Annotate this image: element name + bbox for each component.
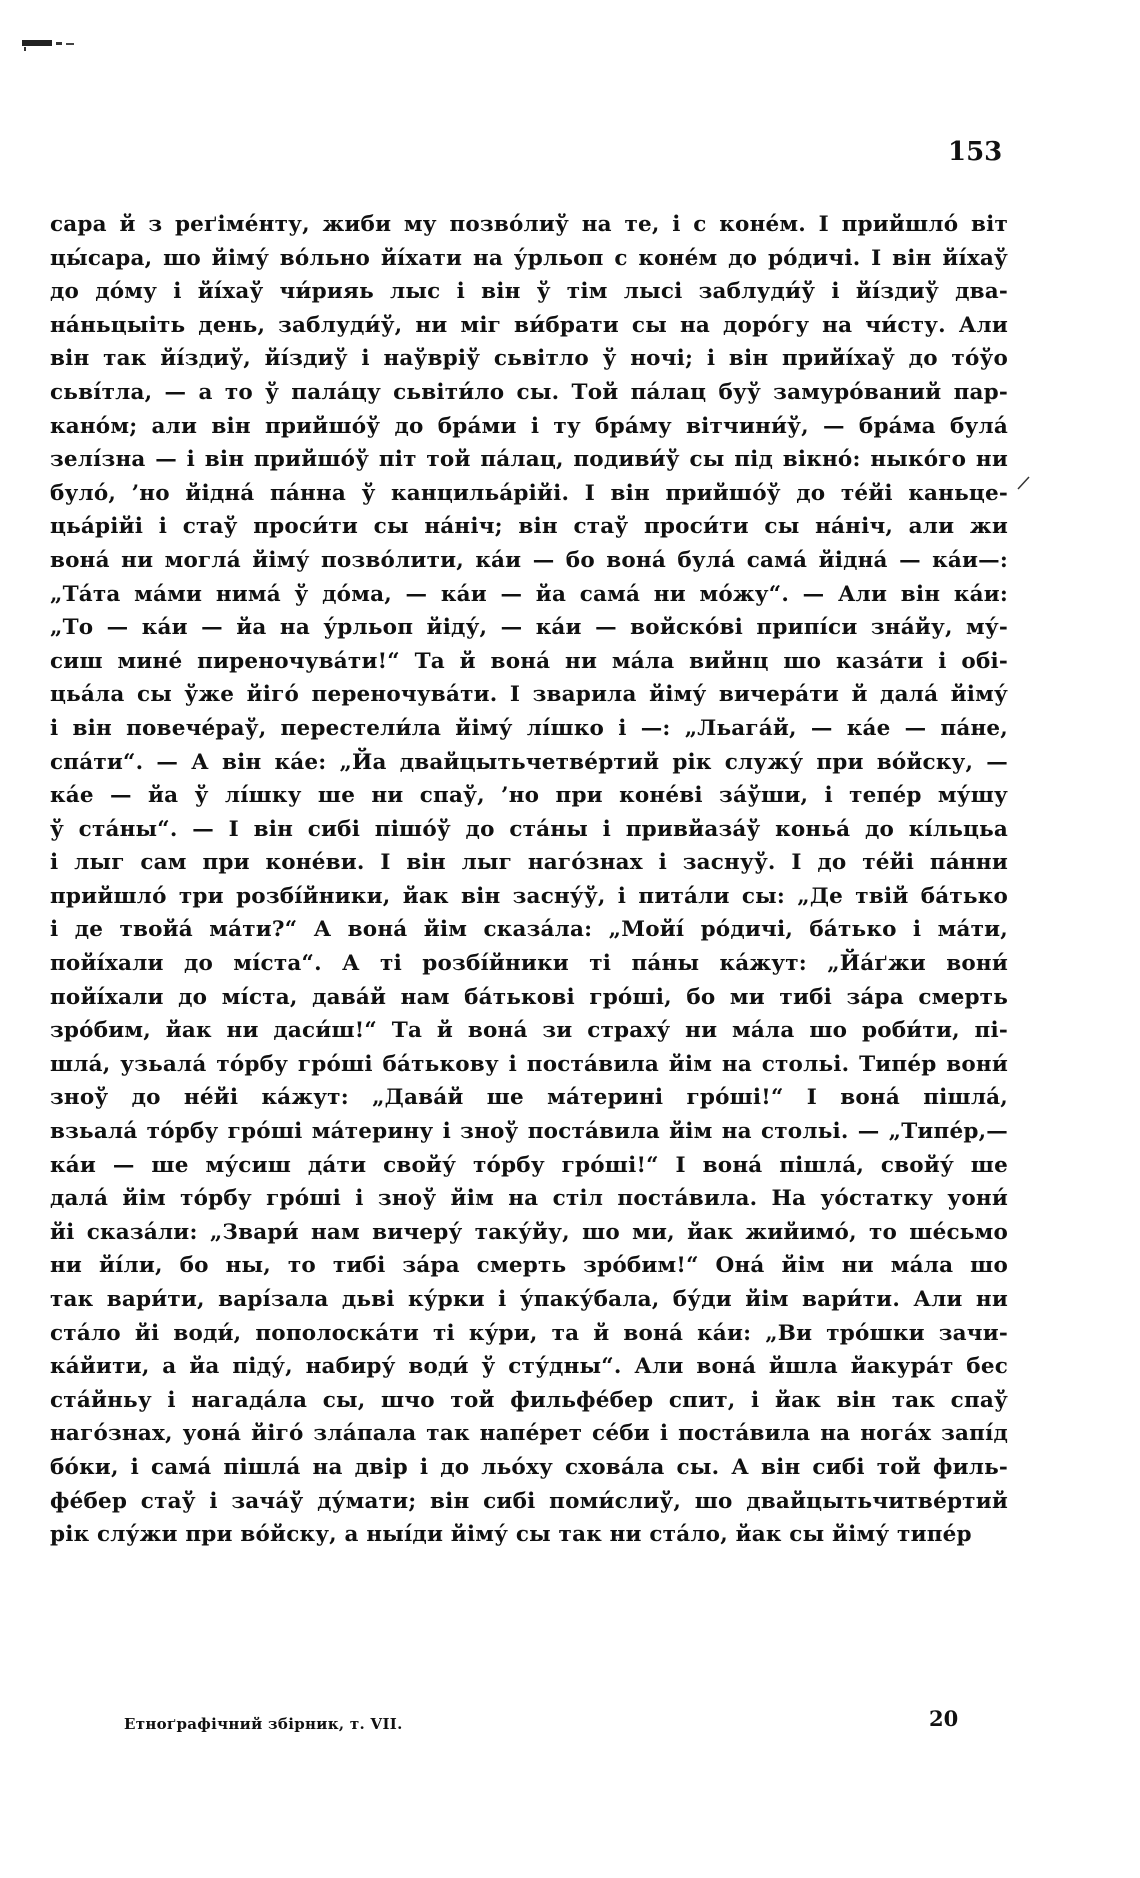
text-line: йі сказа́ли: „Звари́ нам вичеру́ таку́йу, шо ми, йак жийимо́, то ше́сьмо xyxy=(50,1219,1008,1245)
text-line: ка́е — йа ў лі́шку ше ни спаў, ’но при коне́ві за́ўши, і тепе́р му́шу xyxy=(50,783,1008,809)
text-line: сиш мине́ пиреночува́ти!“ Та й вона́ ни ма́ла вийнц шо каза́ти і обі- xyxy=(50,648,1008,674)
text-line: кано́м; али він прийшо́ў до бра́ми і ту бра́му вітчини́ў, — бра́ма була́ xyxy=(50,413,1008,439)
text-line: так вари́ти, варі́зала дьві ку́рки і у́паку́бала, бу́ди йім вари́ти. Али ни xyxy=(50,1287,1008,1312)
text-line: „То — ка́и — йа на у́рльоп йіду́, — ка́и — войско́ві припі́си зна́йу, му́- xyxy=(50,615,1008,641)
text-line: він так йі́здиў, йі́здиў і наўвріў сьвітло ў ночі; і він прийі́хаў до то́ўо xyxy=(50,346,1008,372)
printer-signature: 20 xyxy=(929,1706,959,1731)
text-line: до до́му і йі́хаў чи́рияь лыс і він ў тім лысі заблуди́ў і йі́здиў два- xyxy=(50,279,1008,305)
text-line: вона́ ни могла́ йіму́ позво́лити, ка́и — бо вона́ була́ сама́ йідна́ — ка́и—: xyxy=(50,547,1008,573)
text-line: зро́бим, йак ни даси́ш!“ Та й вона́ зи страху́ ни ма́ла шо роби́ти, пі- xyxy=(50,1018,1008,1044)
text-line: ў ста́ны“. — І він сибі пішо́ў до ста́ны і привйаза́ў коньа́ до кі́льцьа xyxy=(50,816,1008,842)
text-line: на́ньцыіть день, заблуди́ў, ни міг ви́брати сы на доро́гу на чи́сту. Али xyxy=(50,312,1008,338)
text-line: ста́йньу і нагада́ла сы, шчо той фильфе́бер спит, і йак він так спаў xyxy=(50,1387,1008,1413)
text-line: „Та́та ма́ми нима́ ў до́ма, — ка́и — йа сама́ ни мо́жу“. — Али він ка́и: xyxy=(50,581,1008,607)
text-line: сара й з реґіме́нту, жиби му позво́лиў на те, і с коне́м. І прийшло́ віт xyxy=(50,212,1008,237)
text-line: і лыг сам при коне́ви. І він лыг наго́знах і заснуў. І до те́йі па́нни xyxy=(50,850,1008,876)
text-line: зноў до не́йі ка́жут: „Дава́й ше ма́терині гро́ші!“ І вона́ пішла́, xyxy=(50,1085,1008,1111)
text-line: фе́бер стаў і зача́ў ду́мати; він сибі поми́слиў, шо двайцытьчитве́ртий xyxy=(50,1488,1008,1514)
text-line: рік слу́жи при во́йску, а ныі́ди йіму́ сы так ни ста́ло, йак сы йіму́ типе́р xyxy=(50,1522,972,1548)
text-line: і де твойа́ ма́ти?“ А вона́ йім сказа́ла: „Мойі́ ро́дичі, ба́тько і ма́ти, xyxy=(50,917,1008,943)
text-line: і він повече́раў, перестели́ла йіму́ лі́шко і —: „Льага́й, — ка́е — па́не, xyxy=(50,715,1008,741)
text-line: було́, ’но йідна́ па́нна ў канцильа́рійі. І він прийшо́ў до те́йі каньце- xyxy=(50,480,1008,506)
text-line: ста́ло йі води́, пополоска́ти ті ку́ри, та й вона́ ка́и: „Ви тро́шки зачи- xyxy=(50,1320,1008,1346)
text-line: пойі́хали до мі́ста“. А ті розбі́йники ті па́ны ка́жут: „Йа́ґжи вони́ xyxy=(50,951,1008,977)
footer-journal-title: Етноґрафічний збірник, т. VII. xyxy=(124,1715,403,1733)
margin-pencil-mark xyxy=(1016,473,1032,493)
text-line: дала́ йім то́рбу гро́ші і зноў йім на стіл поста́вила. На уо́статку уони́ xyxy=(50,1186,1008,1212)
text-line: ни йі́ли, бо ны, то тибі за́ра смерть зро́бим!“ Она́ йім ни ма́ла шо xyxy=(50,1253,1008,1279)
text-line: прийшло́ три розбі́йники, йак він засну́ў, і пита́ли сы: „Де твій ба́тько xyxy=(50,883,1008,909)
text-line: цы́сара, шо йіму́ во́льно йі́хати на у́рльоп с коне́м до ро́дичі. І він йі́хаў xyxy=(50,245,1008,271)
text-line: ка́йити, а йа піду́, набиру́ води́ ў сту́дны“. Али вона́ йшла йакура́т бес xyxy=(50,1354,1008,1380)
text-line: сьві́тла, — а то ў пала́цу сьвіти́ло сы. Той па́лац буў замуро́ваний пар- xyxy=(50,379,1008,405)
text-line: спа́ти“. — А він ка́е: „Йа двайцытьчетве́ртий рік служу́ при во́йску, — xyxy=(50,749,1008,775)
text-line: цьа́рійі і стаў проси́ти сы на́ніч; він стаў проси́ти сы на́ніч, али жи xyxy=(50,514,1008,540)
text-line: цьа́ла сы ўже йіго́ переночува́ти. І зварила йіму́ вичера́ти й дала́ йіму́ xyxy=(50,682,1008,708)
text-line: зелі́зна — і він прийшо́ў піт той па́лац, подиви́ў сы під вікно́: ныко́го ни xyxy=(50,447,1008,473)
text-line: наго́знах, уона́ йіго́ зла́пала так напе́рет се́би і поста́вила на нога́х запі́д xyxy=(50,1421,1008,1447)
text-line: ка́и — ше му́сиш да́ти свойу́ то́рбу гро́ші!“ І вона́ пішла́, свойу́ ше xyxy=(50,1152,1008,1178)
page-number: 153 xyxy=(948,137,1003,167)
scan-artifact-mark xyxy=(22,34,84,52)
text-line: шла́, узьала́ то́рбу гро́ші ба́тькову і поста́вила йім на стольі. Типе́р вони́ xyxy=(50,1051,1008,1077)
text-line: взьала́ то́рбу гро́ші ма́терину і зноў поста́вила йім на стольі. — „Типе́р,— xyxy=(50,1119,1008,1145)
text-line: бо́ки, і сама́ пішла́ на двір і до льо́ху схова́ла сы. А він сибі той филь- xyxy=(50,1454,1008,1480)
main-text xyxy=(50,208,1008,1552)
text-line: пойі́хали до мі́ста, дава́й нам ба́тькові гро́ші, бо ми тибі за́ра смерть xyxy=(50,984,1008,1010)
